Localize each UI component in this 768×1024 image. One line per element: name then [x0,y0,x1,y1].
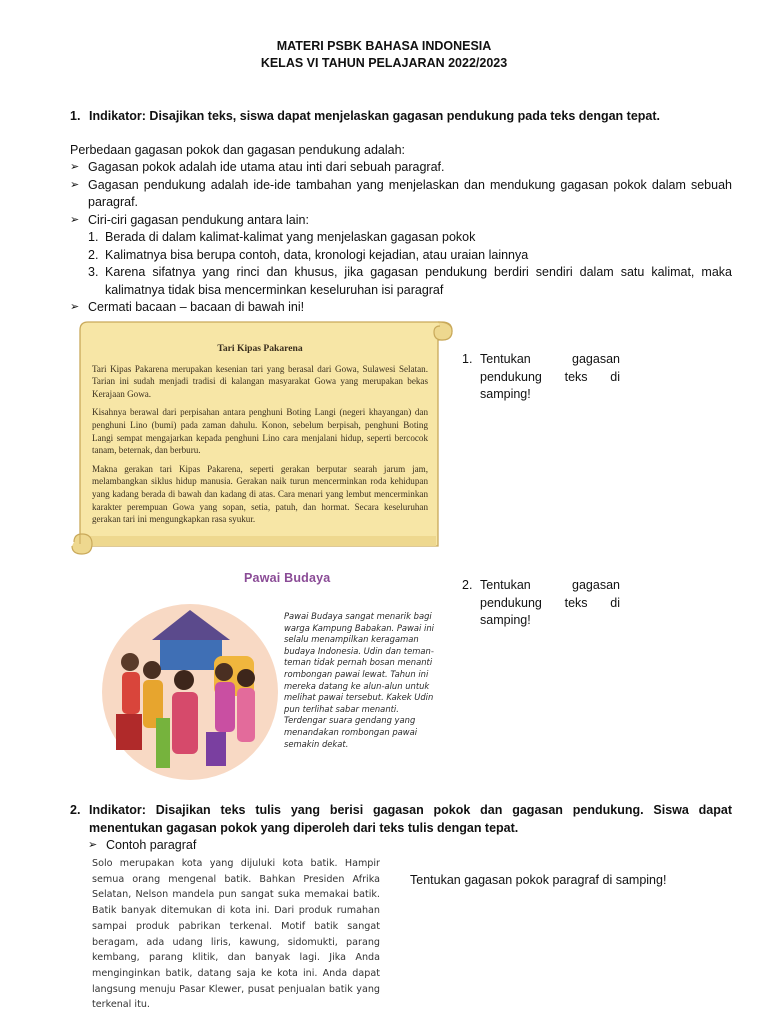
bullet-arrow-icon: ➢ [70,178,80,191]
intro-text: Perbedaan gagasan pokok dan gagasan pendukung adalah: [70,143,406,157]
list-item [70,177,732,212]
bullet-text: Gagasan pokok adalah ide utama atau inti dari sebuah paragraf. [88,160,445,174]
contoh-line [88,837,196,855]
scroll-text [92,343,428,532]
pawai-title: Pawai Budaya [244,571,331,585]
bullet-text: Gagasan pendukung adalah ide-ide tambahan yang menjelaskan dan mendukung gagasan pokok dalam sebuah paragraf. [88,177,732,209]
question-number: 1. [462,352,473,366]
pawai-text: Pawai Budaya sangat menarik bagi warga Kampung Babakan. Pawai ini selalu menampilkan keragaman budaya Indonesia. Udin dan teman-teman tidak pernah bosan menanti rombongan pawai lewat. Tahun ini mereka datang ke alun-alun untuk melihat pawai tersebut. Kakek Udin pun terlihat sabar menanti. Terdengar suara gendang yang menandakan rombongan pawai semakin dekat. [284,611,434,749]
bullet-arrow-icon: ➢ [88,839,98,851]
section1-indicator [70,108,730,126]
cermati-text: Cermati bacaan – bacaan di bawah ini! [88,300,305,314]
question-text: Tentukan gagasan pendukung teks di samping! [480,578,620,627]
section2-number: 2. [70,803,81,817]
question-text: Tentukan gagasan pendukung teks di samping! [480,352,620,401]
scroll-title: Tari Kipas Pakarena [217,343,303,354]
page-subtitle: KELAS VI TAHUN PELAJARAN 2022/2023 [260,56,508,70]
bullet-text: Ciri-ciri gagasan pendukung antara lain: [88,212,309,227]
question-2 [462,577,732,630]
list-item: 1. Berada di dalam kalimat-kalimat yang menjelaskan gagasan pokok [88,229,732,247]
contoh-text: Contoh paragraf [106,838,197,852]
scroll-paragraph: Tari Kipas Pakarena merupakan kesenian tari yang berasal dari Gowa, Sulawesi Selatan. Tarian ini sudah menjadi tradisi di kalangan masyarakat Gowa yang merupakan bekas Kerajaan Gowa. [92,363,428,399]
page-title: MATERI PSBK BAHASA INDONESIA [276,39,492,53]
bullet-list [70,159,732,229]
list-item [70,212,732,230]
question-text-wrap [480,577,620,630]
ciri-text: Berada di dalam kalimat-kalimat yang menjelaskan gagasan pokok [105,230,476,244]
section2-indicator [70,802,732,837]
question-text-wrap [480,351,620,404]
ciri-text: Karena sifatnya yang rinci dan khusus, jika gagasan pendukung berdiri sendiri dalam satu kalimat, maka kalimatnya tidak bisa mencerminkan keseluruhan isi paragraf [105,265,732,297]
bullet-arrow-icon: ➢ [70,301,80,313]
cermati-line [70,299,304,317]
list-item: 3. Karena sifatnya yang rinci dan khusus, jika gagasan pendukung berdiri sendiri dalam satu kalimat, maka kalimatnya tidak bisa mencerminkan keseluruhan isi paragraf [88,264,732,299]
question-1 [462,351,732,404]
list-item: 2. Kalimatnya bisa berupa contoh, data, kronologi kejadian, atau uraian lainnya [88,247,732,265]
ciri-text: Kalimatnya bisa berupa contoh, data, kronologi kejadian, atau uraian lainnya [105,247,529,262]
ciri-list [88,229,732,299]
scroll-paragraph: Kisahnya berawal dari perpisahan antara penghuni Boting Langi (negeri khayangan) dan penghuni Lino (bumi) pada zaman dahulu. Konon, sebelum berpisah, penghuni Boting Langi sempat mengajarkan kepada penghuni Lino cara menjalani hidup, seperti bercocok tanam, beternak, dan berburu. [92,407,428,456]
parade-illustration [96,600,282,790]
bullet-arrow-icon: ➢ [70,161,80,173]
section1-number: 1. [70,109,81,123]
list-item [70,159,732,177]
contoh-paragraph: Solo merupakan kota yang dijuluki kota batik. Hampir semua orang mengenal batik. Bahkan Presiden Afrika Selatan, Nelson mandela pun sangat suka memakai batik. Batik banyak ditemukan di kota ini. Dari produk rumahan sampai produk pabrikan terkenal. Motif batik sangat beragam, ada udang liris, kawung, sidomukti, parang kembang, parang klitik, dan banyak lagi. Jika Anda menginginkan batik, datang saja ke kota ini. Anda dapat langsung menuju Pasar Klewer, pusat penjualan batik yang terkenal itu. [92,858,380,1011]
bullet-arrow-icon: ➢ [70,213,80,226]
section2-question: Tentukan gagasan pokok paragraf di samping! [410,873,667,887]
scroll-paragraph: Makna gerakan tari Kipas Pakarena, seperti gerakan berputar searah jarum jam, melambangkan siklus hidup manusia. Gerakan naik turun mencerminkan roda kehidupan yang kadang berada di bawah dan kadang di atas. Cara menari yang lembut mencerminkan karakter perempuan Gowa yang sopan, setia, patuh, dan hormat. Secara keseluruhan gerakan tari ini mengungkapkan rasa syukur. [92,463,428,525]
section2-indicator-text: Indikator: Disajikan teks tulis yang berisi gagasan pokok dan gagasan pendukung. Siswa dapat menentukan gagasan pokok yang diperoleh dari teks tulis dengan tepat. [89,803,732,835]
section1-indicator-text: Indikator: Disajikan teks, siswa dapat menjelaskan gagasan pendukung pada teks dengan tepat. [89,109,661,123]
question-number: 2. [462,578,473,592]
